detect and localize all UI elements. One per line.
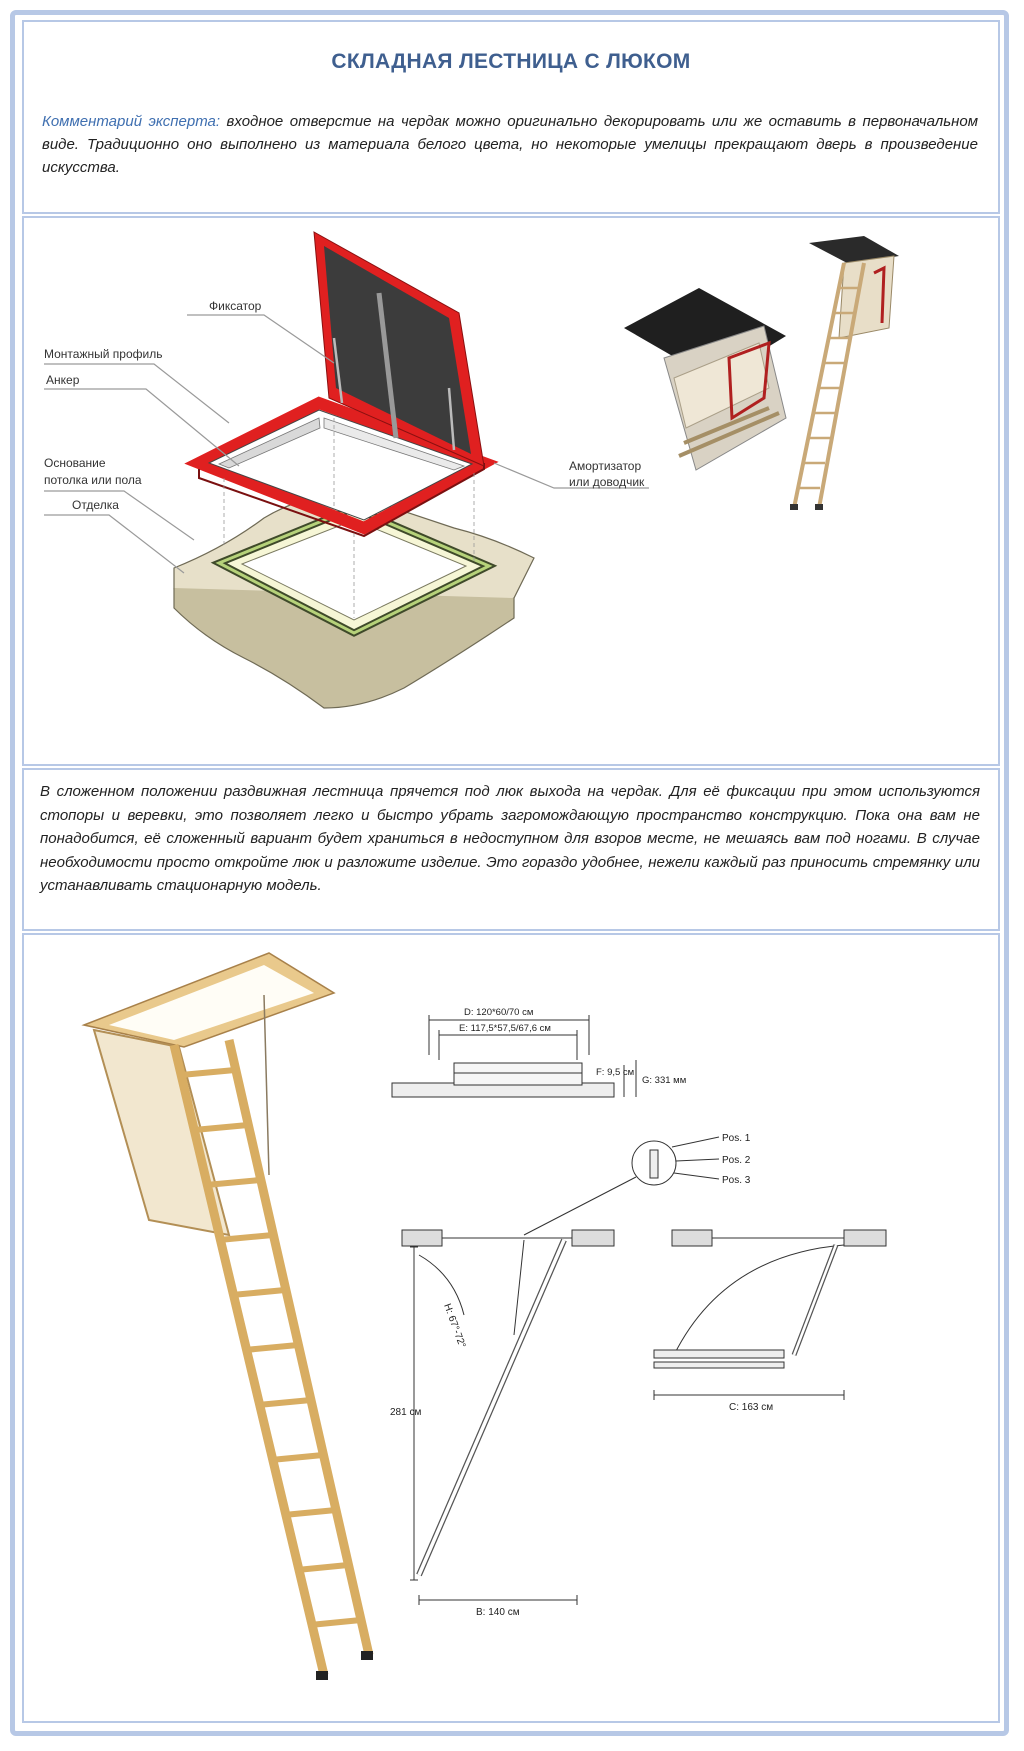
label-damper-line1: Амортизатор [569, 459, 642, 473]
label-g: G: 331 мм [642, 1075, 687, 1086]
label-f: F: 9,5 см [596, 1067, 635, 1078]
label-pos1: Pos. 1 [722, 1133, 751, 1144]
header-panel [22, 20, 1000, 214]
label-pos3: Pos. 3 [722, 1175, 751, 1186]
label-h: H: 67°-72° [441, 1302, 468, 1350]
label-base-line1: Основание [44, 456, 106, 470]
label-b: B: 140 см [476, 1607, 520, 1618]
label-anchor: Анкер [46, 373, 80, 387]
label-c: C: 163 см [729, 1402, 774, 1413]
folded-ladder-photo [624, 288, 786, 470]
hatch-diagram [24, 218, 998, 764]
label-d: D: 120*60/70 см [464, 1007, 534, 1018]
ladder-drawing [24, 935, 998, 1721]
wooden-ladder-photo [84, 953, 373, 1680]
description-text: В сложенном положении раздвижная лестница прячется под люк выхода на чердак. Для её фиксации при этом используются стопоры и веревки, это позволяет легко и быстро убрать загромождающую пространство конструкцию. Пока она вам не понадобится, её сложенный вариант будет храниться в недоступном для взоров месте, не мешаясь вам под ногами. В случае необходимости просто откройте люк и разложите изделие. Это гораздо удобнее, нежели каждый раз приносить стремянку или устанавливать стационарную модель. [40, 783, 980, 894]
position-detail [524, 1137, 719, 1235]
label-damper-line2: или доводчик [569, 475, 645, 489]
expert-comment [42, 110, 978, 179]
comment-text: входное отверстие на чердак можно оригинально декорировать или же оставить в первоначальном виде. Традиционно оно выполнено из материала белого цвета, но некоторые умелицы прекращают дверь в произведение искусства. [42, 113, 979, 176]
label-pos2: Pos. 2 [722, 1155, 751, 1166]
label-height: 281 см [390, 1407, 422, 1418]
extended-ladder-photo [790, 236, 899, 510]
label-fixator: Фиксатор [209, 299, 262, 313]
comment-lead: Комментарий эксперта: [42, 113, 221, 130]
page-title: СКЛАДНАЯ ЛЕСТНИЦА С ЛЮКОМ [331, 50, 691, 73]
label-finish: Отделка [72, 498, 119, 512]
unfolded-ladder-drawing [402, 1230, 614, 1605]
hatch-diagram-panel [22, 216, 1000, 766]
label-base-line2: потолка или пола [44, 473, 142, 487]
description-panel [22, 768, 1000, 931]
folded-ladder-drawing [654, 1230, 886, 1400]
ladder-drawing-panel [22, 933, 1000, 1723]
label-mount-profile: Монтажный профиль [44, 347, 163, 361]
label-e: E: 117,5*57,5/67,6 см [459, 1023, 551, 1034]
